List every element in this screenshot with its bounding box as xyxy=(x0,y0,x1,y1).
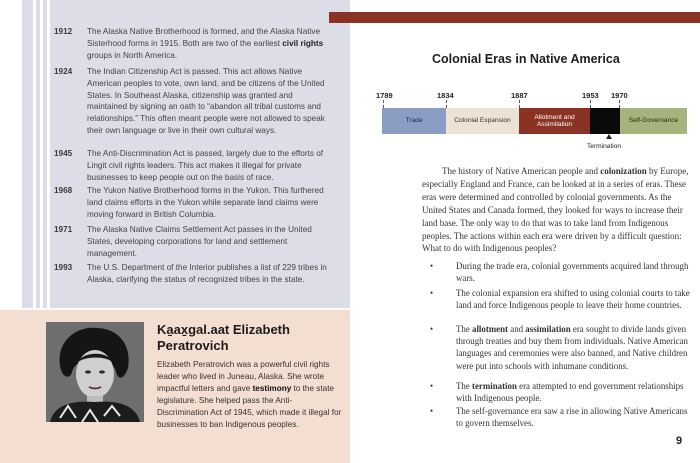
timeline-year: 1912 xyxy=(54,27,73,36)
timeline-text: The Indian Citizenship Act is passed. This act allows Native American peoples to vote, own land, and be citizens of the United States. In Southeast Alaska, citizenship was granted and maintained by signing an oath to “abandon all tribal customs and relationships.” This often meant people were not allowed to speak their own language or live in their own cultural ways. xyxy=(87,67,325,135)
era-segment-self-governance xyxy=(620,108,687,134)
era-segment-termination xyxy=(590,108,620,134)
termination-label: Termination xyxy=(587,143,622,150)
decorative-stripe xyxy=(40,0,43,308)
timeline-year: 1968 xyxy=(54,186,73,195)
era-tick xyxy=(619,100,620,108)
era-tick xyxy=(383,100,384,108)
era-year: 1970 xyxy=(611,91,628,100)
era-year: 1953 xyxy=(582,91,599,100)
decorative-stripe xyxy=(47,0,50,308)
bio-text: Elizabeth Peratrovich was a powerful civil rights leader who lived in Juneau, Alaska. She wrote impactful letters and gave testimony to the state legislature. She helped pass the Anti-Discrimination Act of 1945, which made it illegal for businesses to ban Indigenous peoples. xyxy=(157,360,342,429)
header-bar xyxy=(329,12,700,23)
intro-paragraph: The history of Native American people and colonization by Europe, especially England and France, can be looked at in a series of eras. These eras were determined and controlled by colonial governments. As the United States and Canada formed, they looked for ways to increase their land base. The only way to do that was to take land from Indigenous peoples. The actions within each era were driven by a difficult question: What to do with Indigenous peoples? xyxy=(422,166,689,254)
bullet-icon: • xyxy=(430,381,434,391)
timeline-panel xyxy=(22,0,350,308)
bullet-icon: • xyxy=(430,261,434,271)
era-tick xyxy=(519,100,520,108)
era-segment-trade xyxy=(382,108,446,134)
era-tick xyxy=(446,100,447,108)
era-label: Allotment and Assimilation xyxy=(534,113,575,128)
glossary-term: termination xyxy=(472,381,517,391)
era-tick xyxy=(590,100,591,108)
timeline-year: 1993 xyxy=(54,263,73,272)
glossary-term: testimony xyxy=(252,384,292,393)
glossary-term: allotment xyxy=(472,324,509,334)
timeline-year: 1971 xyxy=(54,225,73,234)
era-label: Colonial Expansion xyxy=(454,117,511,125)
timeline-year: 1924 xyxy=(54,67,73,76)
era-year: 1834 xyxy=(437,91,454,100)
glossary-term: assimilation xyxy=(525,324,571,334)
glossary-term: civil rights xyxy=(282,38,324,48)
era-segment-colonial-expansion xyxy=(446,108,519,134)
page-number: 9 xyxy=(676,435,683,447)
bullet-icon: • xyxy=(430,406,434,416)
bio-name: Ka̱ax̱gal.aat Elizabeth Peratrovich xyxy=(157,322,290,353)
glossary-term: colonization xyxy=(600,166,647,176)
era-label: Trade xyxy=(405,117,423,125)
era-year: 1789 xyxy=(376,91,393,100)
bullet-icon: • xyxy=(430,324,434,334)
decorative-stripe xyxy=(33,0,36,308)
timeline-text: The U.S. Department of the Interior publishes a list of 229 tribes in Alaska, clarifying the status of recognized tribes in the state. xyxy=(87,263,327,284)
era-year: 1887 xyxy=(511,91,528,100)
era-segment-allotment-assimilation xyxy=(519,108,590,134)
era-label: Self-Governance xyxy=(628,117,679,125)
timeline-text: The Alaska Native Brotherhood is formed, and the Alaska Native Sisterhood forms in 1915. Both are two of the earliest civil rights groups in North America. xyxy=(87,27,324,60)
bullet-icon: • xyxy=(430,288,434,298)
timeline-text: The Alaska Native Claims Settlement Act passes in the United States, developing corporations for land and settlement management. xyxy=(87,225,312,258)
timeline-year: 1945 xyxy=(54,149,73,158)
termination-arrow-icon xyxy=(606,134,612,139)
eras-title: Colonial Eras in Native America xyxy=(432,52,620,66)
timeline-text: The Anti-Discrimination Act is passed, largely due to the efforts of Lingit civil rights leaders. This act makes it illegal for private businesses to keep people out on the basis of race. xyxy=(87,149,324,182)
portrait-photo xyxy=(46,322,144,422)
portrait-illustration xyxy=(46,322,144,422)
timeline-text: The Yukon Native Brotherhood forms in the Yukon. This furthered land claims efforts in the Yukon while separate land claims were moving forward in British Columbia. xyxy=(87,186,324,219)
